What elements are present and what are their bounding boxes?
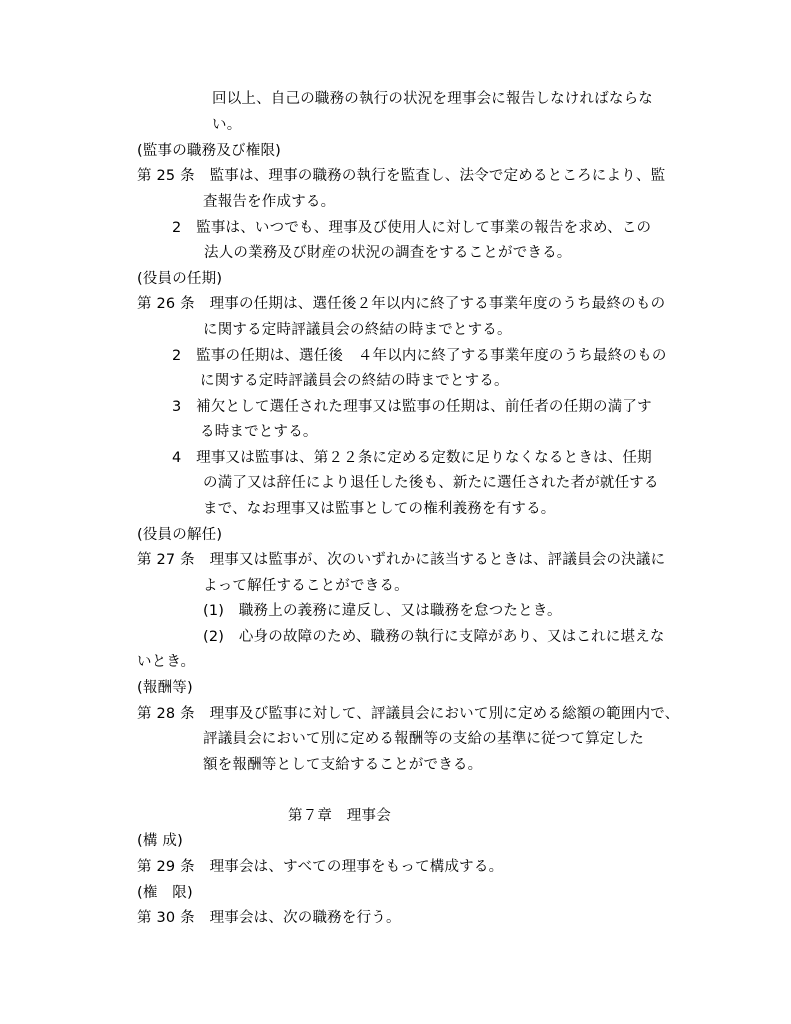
- chapter-title: 第７章 理事会: [288, 808, 391, 824]
- text-line: いとき。: [137, 654, 196, 670]
- article-line: 第 29 条 理事会は、すべての理事をもって構成する。: [137, 859, 504, 875]
- paragraph-line: 3 補欠として選任された理事又は監事の任期は、前任者の任期の満了す: [172, 399, 652, 415]
- section-heading: (監事の職務及び権限): [137, 143, 282, 159]
- list-item: (2) 心身の故障のため、職務の執行に支障があり、又はこれに堪えな: [203, 629, 665, 645]
- text-line: 評議員会において別に定める報酬等の支給の基準に従つて算定した: [203, 731, 644, 747]
- text-line: る時までとする。: [200, 424, 318, 440]
- text-line: よって解任することができる。: [203, 578, 409, 594]
- text-line: い。: [212, 117, 242, 133]
- section-heading: (役員の解任): [137, 527, 223, 543]
- paragraph-line: 4 理事又は監事は、第２２条に定める定数に足りなくなるときは、任期: [172, 450, 652, 466]
- text-line: に関する定時評議員会の終結の時までとする。: [203, 322, 512, 338]
- text-line: まで、なお理事又は監事としての権利義務を有する。: [203, 501, 556, 517]
- article-line: 第 30 条 理事会は、次の職務を行う。: [137, 910, 401, 926]
- text-line: に関する定時評議員会の終結の時までとする。: [200, 373, 509, 389]
- article-line: 第 28 条 理事及び監事に対して、評議員会において別に定める総額の範囲内で、: [137, 706, 680, 722]
- article-line: 第 27 条 理事又は監事が、次のいずれかに該当するときは、評議員会の決議に: [137, 552, 666, 568]
- article-line: 第 25 条 監事は、理事の職務の執行を監査し、法令で定めるところにより、監: [137, 168, 666, 184]
- section-heading: (構 成): [137, 833, 183, 849]
- text-line: の満了又は辞任により退任した後も、新たに選任された者が就任する: [203, 475, 659, 491]
- paragraph-line: 2 監事の任期は、選任後 ４年以内に終了する事業年度のうち最終のもの: [172, 348, 667, 364]
- section-heading: (報酬等): [137, 680, 193, 696]
- section-heading: (権 限): [137, 885, 193, 901]
- paragraph-line: 2 監事は、いつでも、理事及び使用人に対して事業の報告を求め、この: [172, 220, 652, 236]
- section-heading: (役員の任期): [137, 271, 223, 287]
- text-line: 額を報酬等として支給することができる。: [203, 757, 483, 773]
- list-item: (1) 職務上の義務に違反し、又は職務を怠つたとき。: [203, 603, 562, 619]
- text-line: 回以上、自己の職務の執行の状況を理事会に報告しなければならな: [212, 91, 653, 107]
- article-line: 第 26 条 理事の任期は、選任後２年以内に終了する事業年度のうち最終のもの: [137, 296, 666, 312]
- text-line: 法人の業務及び財産の状況の調査をすることができる。: [204, 245, 572, 261]
- text-line: 査報告を作成する。: [203, 194, 336, 210]
